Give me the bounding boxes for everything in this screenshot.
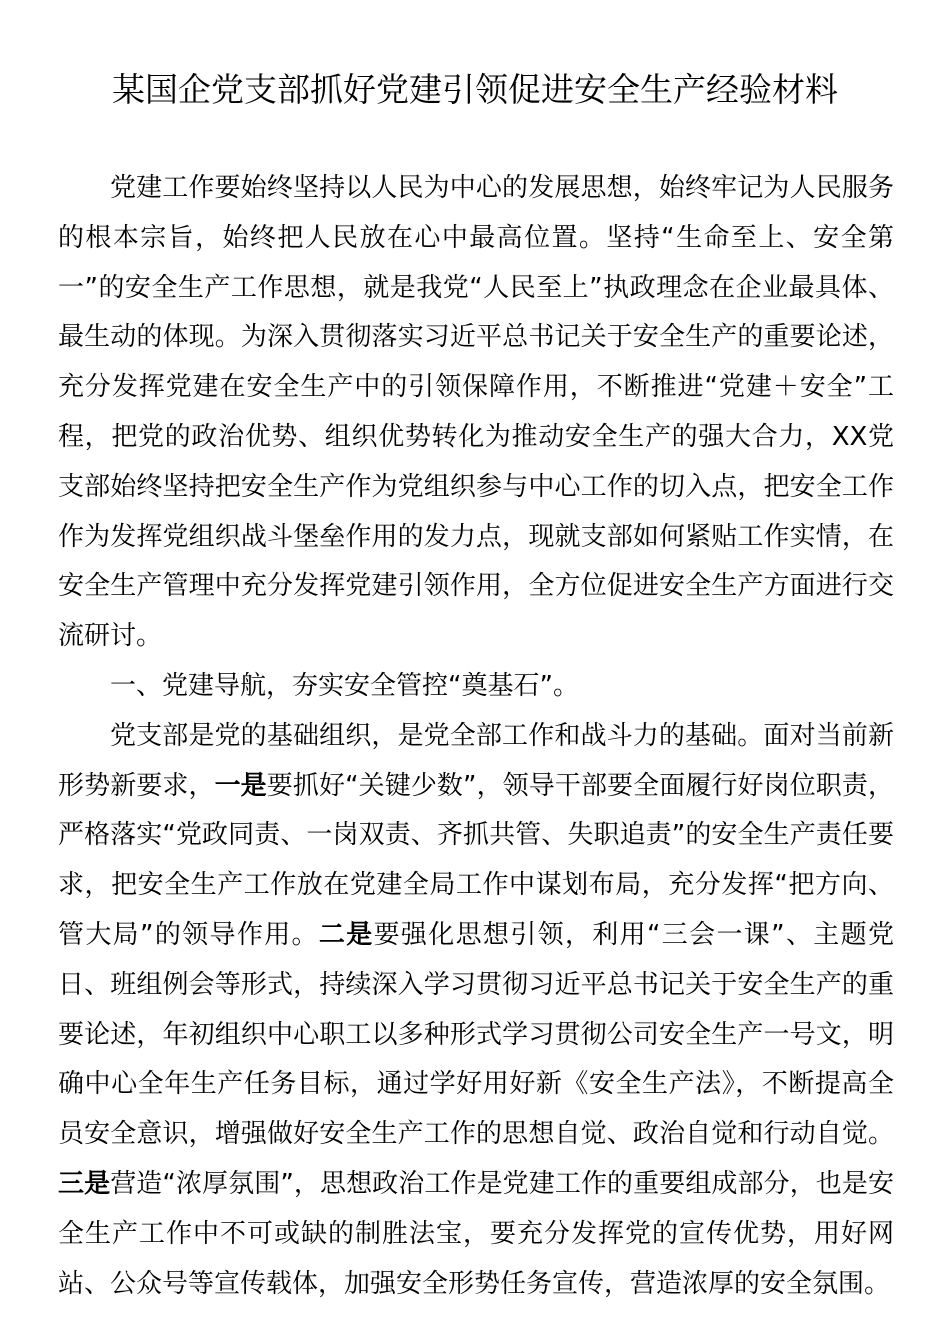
point-2-text: 要强化思想引领，利用“三会一课”、主题党日、班组例会等形式，持续深入学习贯彻习近平总书记关于安全生产的重要论述，年初组织中心职工以多种形式学习贯彻公司安全生产一号文，明确中心全年生产任务目标，通过学好用好新《安全生产法》，不断提高全员安全意识，增强做好安全生产工作的思想自觉、政治自觉和行动自觉。: [58, 919, 894, 1150]
document-title: 某国企党支部抓好党建引领促进安全生产经验材料: [112, 70, 838, 109]
point-2-label: 二是: [318, 919, 374, 950]
point-3-label: 三是: [58, 1168, 111, 1199]
paragraph-section-1-intro: 党支部是党的基础组织，是党全部工作和战斗力的基础。面对当前新形势新要求，: [58, 720, 894, 801]
paragraph-intro: 党建工作要始终坚持以人民为中心的发展思想，始终牢记为人民服务的根本宗旨，始终把人民放在心中最高位置。坚持“生命至上、安全第一”的安全生产工作思想，就是我党“人民至上”执政理念在企业最具体、最生动的体现。为深入贯彻落实习近平总书记关于安全生产的重要论述，充分发挥党建在安全生产中的引领保障作用，不断推进“党建＋安全”工程，把党的政治优势、组织优势转化为推动安全生产的强大合力，XX党支部始终坚持把安全生产作为党组织参与中心工作的切入点，把安全工作作为发挥党组织战斗堡垒作用的发力点，现就支部如何紧贴工作实情，在安全生产管理中充分发挥党建引领作用，全方位促进安全生产方面进行交流研讨。: [58, 173, 894, 652]
document-body: [58, 164, 894, 1309]
point-1-label: 一是: [214, 770, 267, 801]
paragraph-section-1: [58, 712, 894, 1310]
point-3-text: 营造“浓厚氛围”，思想政治工作是党建工作的重要组成部分，也是安全生产工作中不可或缺的制胜法宝，要充分发挥党的宣传优势，用好网站、公众号等宣传载体，加强安全形势任务宣传，营造浓厚的安全氛围。: [58, 1168, 894, 1299]
section-heading-1: 一、党建导航，夯实安全管控“奠基石”。: [110, 670, 579, 701]
point-1-text: 要抓好“关键少数”，领导干部要全面履行好岗位职责，严格落实“党政同责、一岗双责、齐抓共管、失职追责”的安全生产责任要求，把安全生产工作放在党建全局工作中谋划布局，充分发挥“把方向、管大局”的领导作用。: [58, 770, 894, 950]
